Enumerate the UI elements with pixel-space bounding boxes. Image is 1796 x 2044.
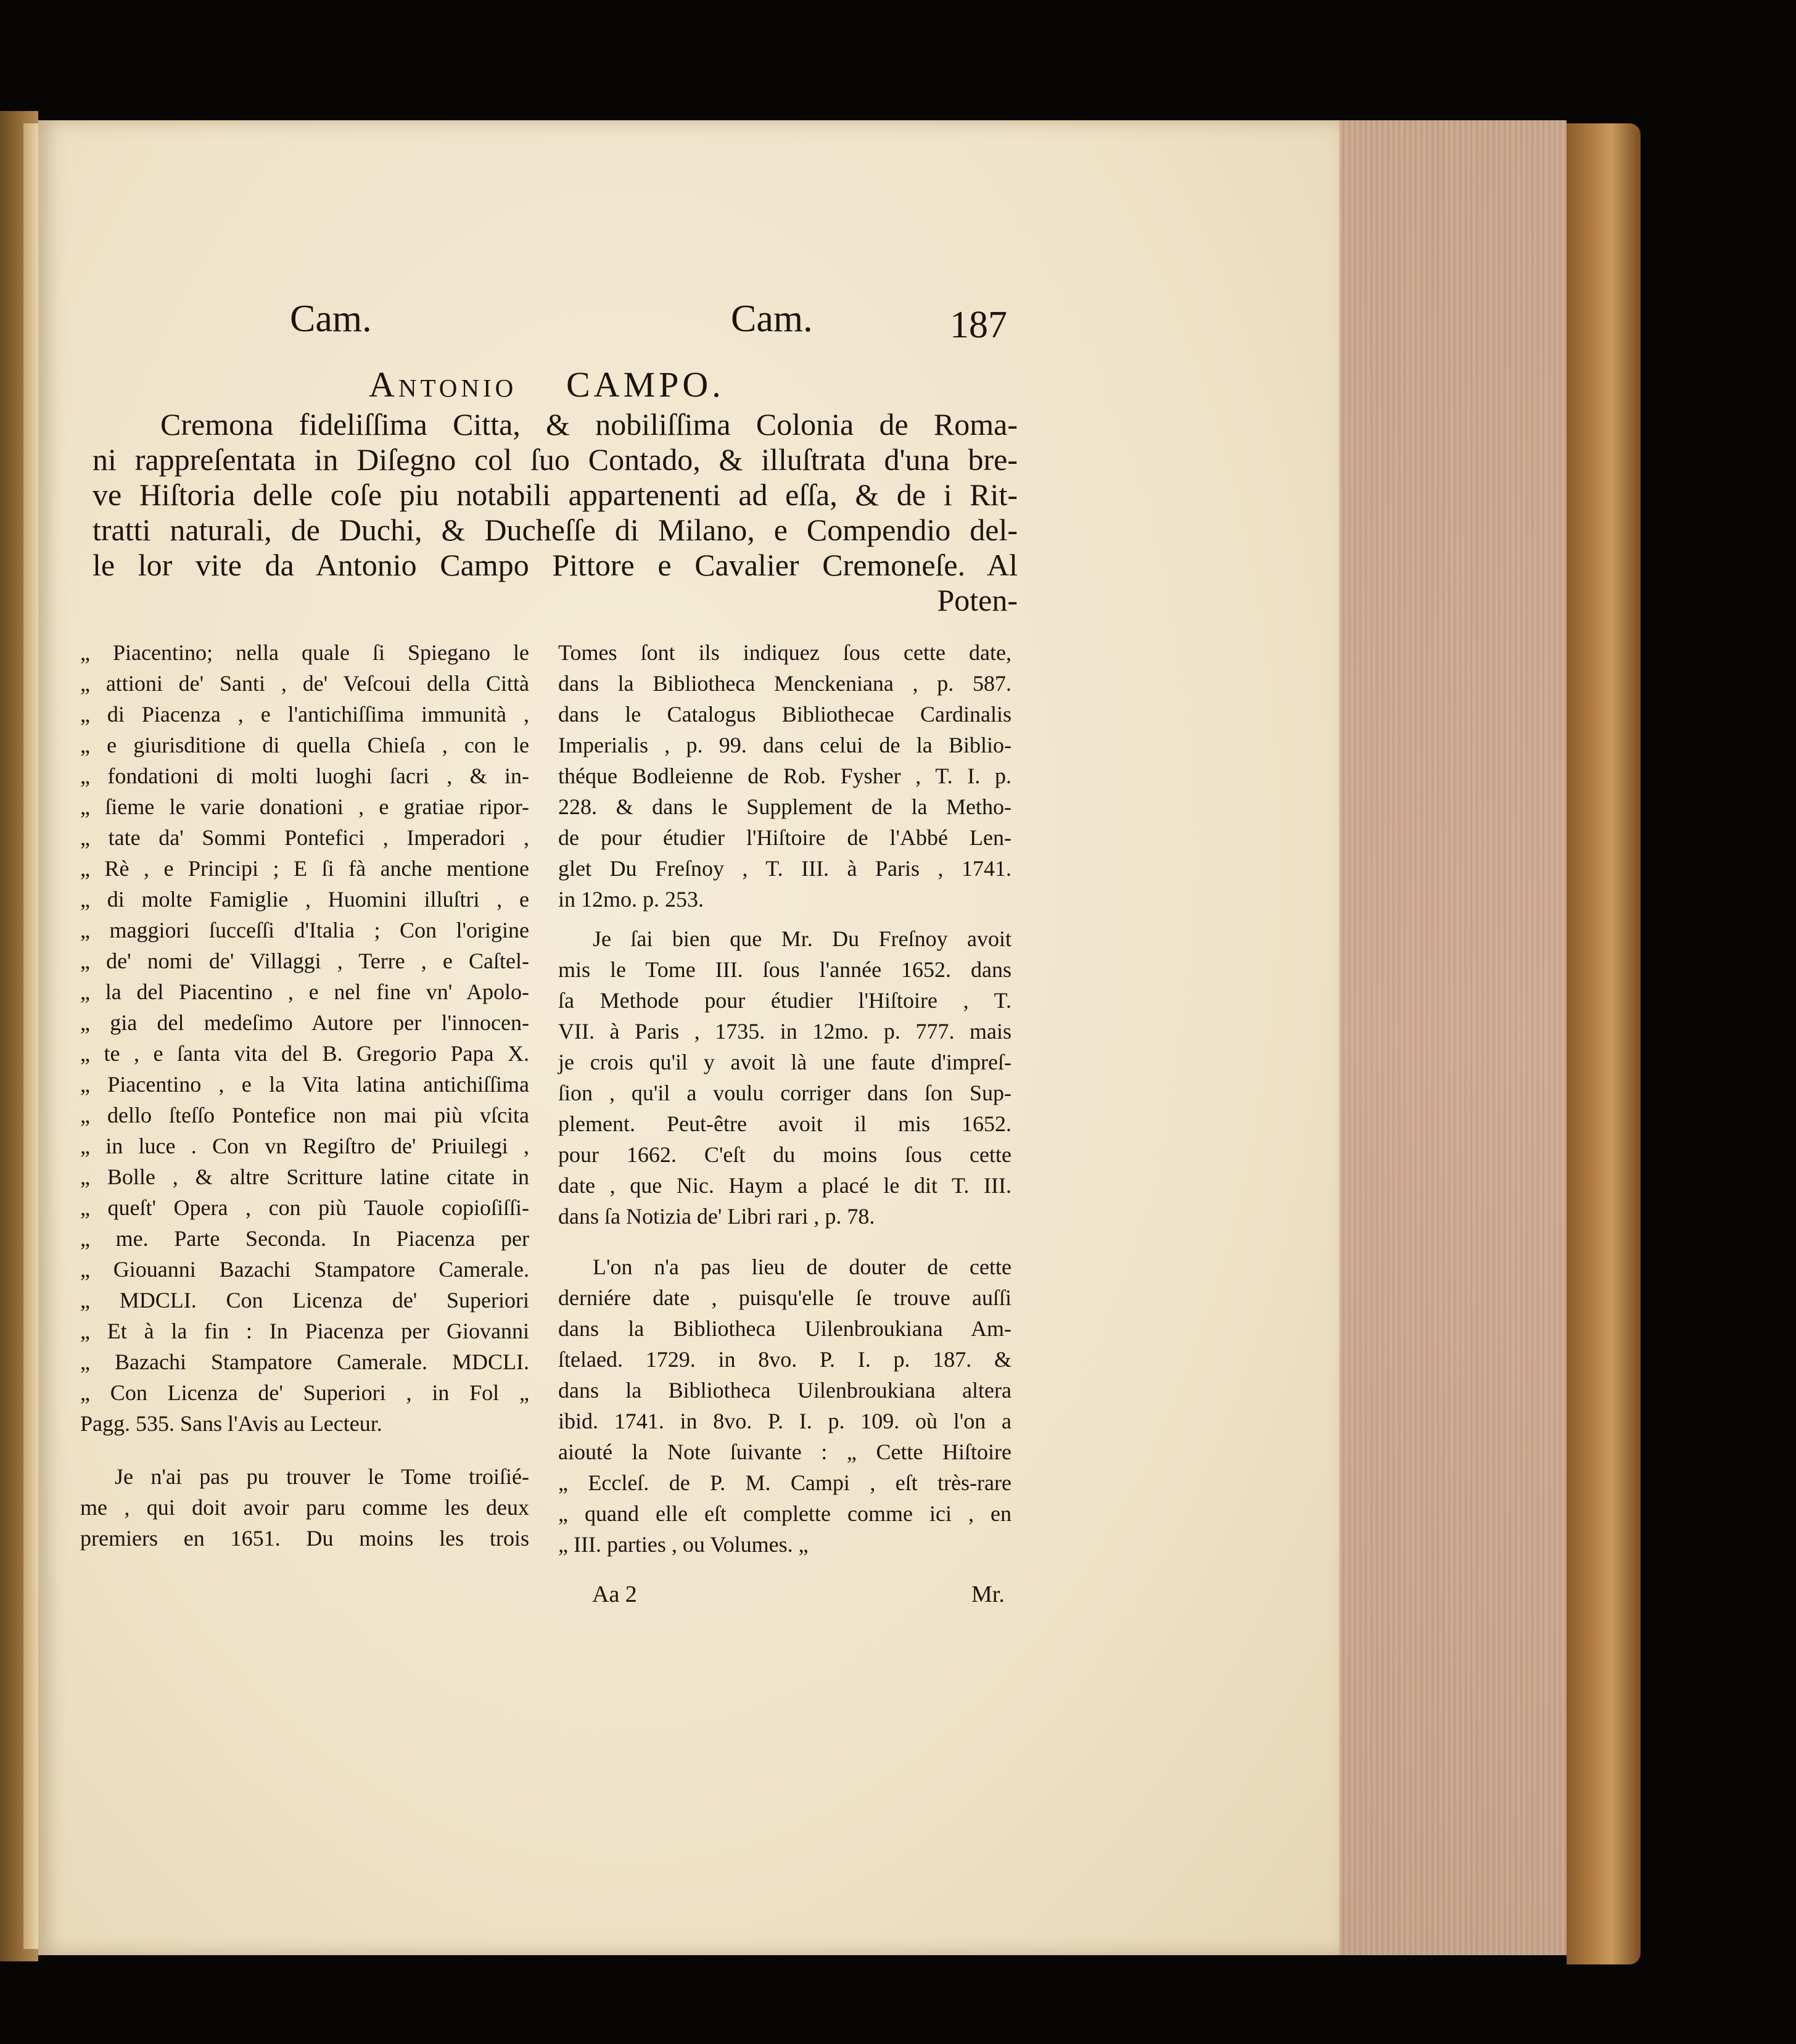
right-line: théque Bodleienne de Rob. Fysher , T. I. p. [558, 764, 1011, 788]
left-line: „ in luce . Con vn Regiſtro de' Priuilegi , [80, 1134, 529, 1158]
intro-line: Cremona fideliſſima Citta, & nobiliſſima Colonia de Roma- [160, 407, 1018, 442]
left-line: „ ſieme le varie donationi , e gratiae ripor- [80, 794, 529, 819]
right-line: 228. & dans le Supplement de la Metho- [558, 794, 1011, 819]
right-line: je crois qu'il y avoit là une faute d'impreſ- [558, 1050, 1011, 1074]
intro-line: Poten- [937, 583, 1018, 617]
right-line: aiouté la Note ſuivante : „ Cette Hiſtoire [558, 1440, 1011, 1464]
right-line: mis le Tome III. ſous l'année 1652. dans [558, 957, 1011, 982]
intro-line: tratti naturali, de Duchi, & Ducheſſe di Milano, e Compendio del- [93, 513, 1018, 547]
right-line: Tomes ſont ils indiquez ſous cette date, [558, 640, 1011, 665]
right-line: dans le Catalogus Bibliothecae Cardinalis [558, 702, 1011, 727]
right-line: VII. à Paris , 1735. in 12mo. p. 777. mais [558, 1019, 1011, 1044]
left-line: „ Et à la fin : In Piacenza per Giovanni [80, 1319, 529, 1343]
left-line: „ dello ſteſſo Pontefice non mai più vſcita [80, 1103, 529, 1127]
left-line: „ Bazachi Stampatore Camerale. MDCLI. [80, 1350, 529, 1374]
left-line: Je n'ai pas pu trouver le Tome troiſié- [115, 1464, 529, 1489]
right-line: ſa Methode pour étudier l'Hiſtoire , T. [558, 988, 1011, 1013]
author-surname: CAMPO. [566, 365, 725, 405]
left-line: „ gia del medeſimo Autore per l'innocen- [80, 1010, 529, 1035]
intro-line: ni rappreſentata in Diſegno col ſuo Contado, & illuſtrata d'una bre- [93, 442, 1018, 477]
right-line: L'on n'a pas lieu de douter de cette [593, 1255, 1011, 1279]
right-line: glet Du Freſnoy , T. III. à Paris , 1741. [558, 856, 1011, 881]
page-number: 187 [950, 304, 1007, 346]
left-line: „ tate da' Sommi Pontefici , Imperadori , [80, 825, 529, 850]
right-line: „ quand elle eſt complette comme ici , en [558, 1501, 1011, 1526]
right-line: in 12mo. p. 253. [558, 887, 704, 912]
left-line: „ di molte Famiglie , Huomini illuſtri , e [80, 887, 529, 912]
left-line: „ de' nomi de' Villaggi , Terre , e Caſtel- [80, 949, 529, 973]
right-line: dans la Bibliotheca Menckeniana , p. 587. [558, 671, 1011, 696]
intro-paragraph [93, 407, 1018, 618]
left-line: „ e giurisditione di quella Chieſa , con le [80, 733, 529, 757]
page-block-tint [1340, 120, 1567, 1955]
right-column [558, 637, 1011, 1560]
left-line: „ maggiori ſucceſſi d'Italia ; Con l'origine [80, 918, 529, 942]
right-line: Je ſai bien que Mr. Du Freſnoy avoit [593, 926, 1011, 951]
left-line: „ te , e ſanta vita del B. Gregorio Papa X. [80, 1041, 529, 1066]
left-column [80, 637, 529, 1554]
leather-cover-edge [1567, 123, 1641, 1964]
left-line: „ me. Parte Seconda. In Piacenza per [80, 1226, 529, 1251]
right-line: date , que Nic. Haym a placé le dit T. III. [558, 1173, 1011, 1198]
right-line: plement. Peut-être avoit il mis 1652. [558, 1111, 1011, 1136]
left-page-edge [23, 123, 39, 1949]
right-line: „ III. parties , ou Volumes. „ [558, 1532, 809, 1557]
right-line: dans ſa Notizia de' Libri rari , p. 78. [558, 1204, 875, 1229]
left-line: „ queſt' Opera , con più Tauole copioſiſſi- [80, 1195, 529, 1220]
right-line: ſtelaed. 1729. in 8vo. P. I. p. 187. & [558, 1347, 1011, 1372]
left-line: „ Piacentino , e la Vita latina antichiſſima [80, 1072, 529, 1097]
left-line: „ Piacentino; nella quale ſi Spiegano le [80, 640, 529, 665]
right-line: „ Eccleſ. de P. M. Campi , eſt très-rare [558, 1470, 1011, 1495]
intro-line: le lor vite da Antonio Campo Pittore e Cavalier Cremoneſe. Al [93, 548, 1018, 582]
catchword: Mr. [971, 1581, 1005, 1607]
right-line: ſion , qu'il a voulu corriger dans ſon Sup- [558, 1081, 1011, 1105]
right-line: dans la Bibliotheca Uilenbroukiana Am- [558, 1316, 1011, 1341]
right-line: de pour étudier l'Hiſtoire de l'Abbé Len- [558, 825, 1011, 850]
intro-line: ve Hiſtoria delle coſe piu notabili appartenenti ad eſſa, & de i Rit- [93, 477, 1018, 512]
right-line: Imperialis , p. 99. dans celui de la Biblio- [558, 733, 1011, 757]
right-line: derniére date , puisqu'elle ſe trouve auſſi [558, 1285, 1011, 1310]
signature-mark: Aa 2 [592, 1581, 637, 1607]
left-line: „ attioni de' Santi , de' Veſcoui della Città [80, 671, 529, 696]
left-line: „ di Piacenza , e l'antichiſſima immunità , [80, 702, 529, 727]
left-line: „ MDCLI. Con Licenza de' Superiori [80, 1288, 529, 1313]
right-line: dans la Bibliotheca Uilenbroukiana altera [558, 1378, 1011, 1403]
running-head-left: Cam. [290, 298, 372, 340]
running-head-center: Cam. [731, 298, 813, 340]
left-line: premiers en 1651. Du moins les trois [80, 1526, 529, 1551]
author-first-name: Antonio [369, 365, 517, 405]
left-line: „ Con Licenza de' Superiori , in Fol „ [80, 1380, 529, 1405]
left-line: „ Rè , e Principi ; E ſi fà anche mentione [80, 856, 529, 881]
left-line: „ Giouanni Bazachi Stampatore Camerale. [80, 1257, 529, 1282]
left-line: „ la del Piacentino , e nel fine vn' Apolo- [80, 979, 529, 1004]
left-line: „ fondationi di molti luoghi ſacri , & in- [80, 764, 529, 788]
right-line: ibid. 1741. in 8vo. P. I. p. 109. où l'on a [558, 1409, 1011, 1433]
right-line: pour 1662. C'eſt du moins ſous cette [558, 1142, 1011, 1167]
left-line: „ Bolle , & altre Scritture latine citate in [80, 1164, 529, 1189]
left-line: me , qui doit avoir paru comme les deux [80, 1495, 529, 1520]
left-line: Pagg. 535. Sans l'Avis au Lecteur. [80, 1411, 382, 1436]
